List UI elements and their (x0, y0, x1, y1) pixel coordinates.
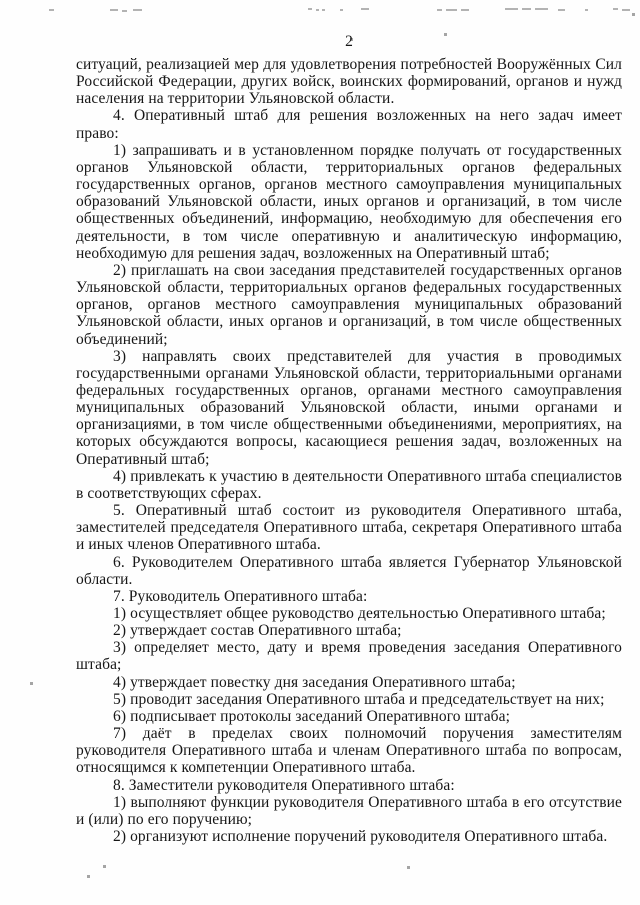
paragraph: 1) выполняют функции руководителя Оперативного штаба в его отсутствие и (или) по его поручению; (76, 793, 622, 828)
paragraph: 4. Оперативный штаб для решения возложенных на него задач имеет право: (76, 107, 622, 142)
paragraph: 1) запрашивать и в установленном порядке получать от государственных органов Ульяновской области, территориальных органов федеральных государственных органов, органов местного самоуправления муниципальных образований Ульяновской области, иных органов и организаций, в том числе общественных объединений, информацию, необходимую для обеспечения его деятельности, в том числе оперативную и аналитическую информацию, необходимую для решения задач, возложенных на Оперативный штаб; (76, 141, 622, 262)
paragraph: 2) утверждает состав Оперативного штаба; (113, 622, 402, 640)
paragraph: 5) проводит заседания Оперативного штаба и председательствует на них; (113, 690, 605, 708)
scan-artifact (407, 866, 410, 869)
scan-artifact (558, 9, 565, 11)
paragraph: 6) подписывает протоколы заседаний Оперативного штаба; (113, 707, 511, 725)
scan-artifact (340, 9, 343, 11)
scan-artifact (49, 9, 54, 11)
scan-artifact (613, 8, 618, 10)
document-body (76, 56, 622, 845)
scan-artifact (461, 9, 469, 11)
paragraph: 3) определяет место, дату и время проведения заседания Оперативного штаба; (76, 639, 622, 674)
paragraph: 2) приглашать на свои заседания представителей государственных органов Ульяновской области, территориальных органов федеральных государственных органов, органов местного самоуправления муниципальных образований Ульяновской области, иных органов и организаций, в том числе общественных объединений; (76, 261, 622, 348)
paragraph: 1) осуществляет общее руководство деятельностью Оперативного штаба; (113, 605, 606, 622)
scan-artifact (30, 682, 33, 685)
scan-artifact (103, 865, 106, 868)
scan-artifact (437, 9, 442, 11)
scan-artifact (361, 8, 369, 10)
paragraph: 4) утверждает повестку дня заседания Оперативного штаба; (113, 673, 516, 691)
scan-artifact (316, 9, 319, 11)
scan-artifact (322, 9, 325, 11)
scan-artifact (505, 8, 518, 10)
paragraph: 8. Заместители руководителя Оперативного штаба: (113, 776, 455, 794)
paragraph: 4) привлекать к участию в деятельности Оперативного штаба специалистов в соответствующих сферах. (76, 467, 622, 502)
scan-artifact (522, 8, 531, 10)
scan-artifact (622, 9, 630, 11)
paragraph: 7) даёт в пределах своих полномочий поручения заместителям руководителя Оперативного штаба и членам Оперативного штаба по вопросам, относящимся к компетенции Оперативного штаба. (76, 725, 622, 777)
page-number: 2 (345, 33, 353, 50)
scan-artifact (446, 9, 457, 11)
scan-artifact (133, 9, 142, 11)
scan-artifact (122, 10, 127, 12)
paragraph: 3) направлять своих представителей для участия в проводимых государственными органами Ульяновской области, территориальными органами федеральных государственных органов, органами местного самоуправления муниципальных образований Ульяновской области, иными органами и организациями, в том числе общественными объединениями, мероприятиях, на которых обсуждаются вопросы, касающиеся решения задач, возложенных на Оперативный штаб; (76, 347, 622, 468)
scan-artifact (308, 8, 312, 10)
scan-artifact (632, 13, 635, 16)
paragraph: 7. Руководитель Оперативного штаба: (113, 587, 368, 605)
paragraph: 6. Руководителем Оперативного штаба является Губернатор Ульяновской области. (76, 553, 622, 588)
scan-artifact (535, 8, 548, 10)
paragraph: 2) организуют исполнение поручений руководителя Оперативного штаба. (113, 828, 608, 846)
scan-artifact (110, 9, 118, 11)
scan-artifact (585, 9, 588, 11)
scan-artifact (87, 875, 90, 878)
paragraph: 5. Оперативный штаб состоит из руководителя Оперативного штаба, заместителей председателя Оперативного штаба, секретаря Оперативного штаба и иных членов Оперативного штаба. (76, 502, 622, 554)
paragraph: ситуаций, реализацией мер для удовлетворения потребностей Вооружённых Сил Российской Федерации, других войск, воинских формирований, органов и нужд населения на территории Ульяновской области. (76, 56, 622, 108)
